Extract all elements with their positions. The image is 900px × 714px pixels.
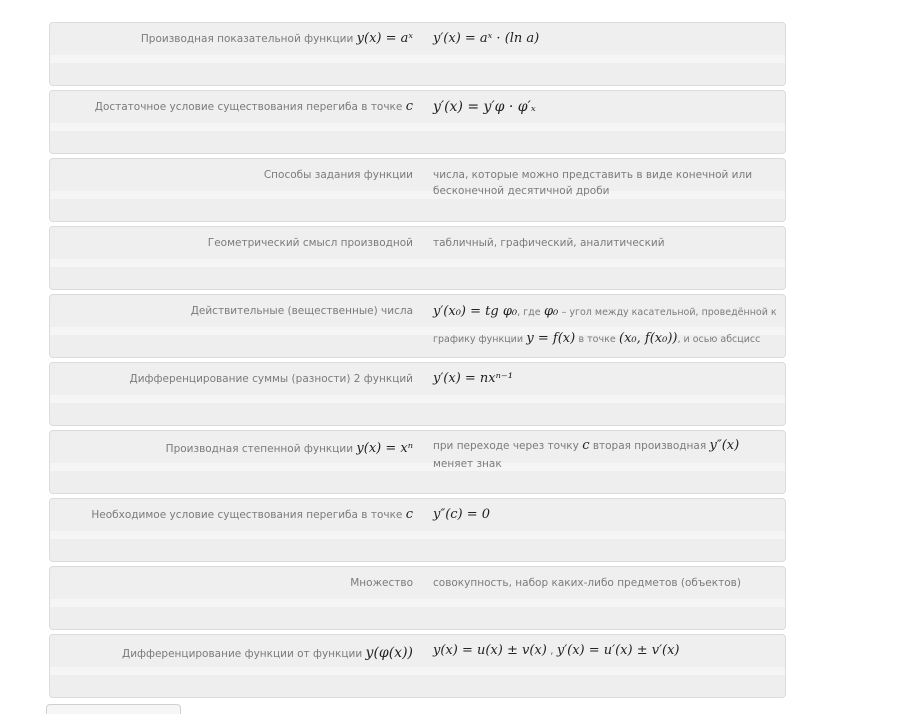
match-answer-10[interactable]	[433, 643, 778, 659]
answer-formula: y′(x) = aˣ · (ln a)	[433, 31, 540, 46]
match-prompt-10	[58, 645, 413, 662]
answer-formula: φ₀	[543, 304, 559, 319]
answer-formula: y′(x) = nxⁿ⁻¹	[433, 371, 513, 386]
answer-formula: y″(x)	[709, 438, 740, 453]
answer-text: табличный, графический, аналитический	[433, 237, 665, 249]
match-answer-8[interactable]	[433, 507, 778, 523]
matching-rows	[49, 22, 786, 702]
match-row-3[interactable]	[49, 158, 786, 222]
prompt-formula: c	[405, 507, 413, 522]
answer-formula: c	[582, 438, 590, 453]
prompt-text: Способы задания функции	[263, 169, 413, 181]
match-row-1[interactable]	[49, 22, 786, 86]
answer-text: меняет знак	[433, 458, 502, 470]
prompt-formula: y(x) = aˣ	[356, 31, 413, 46]
prompt-text: Достаточное условие существования перегиба в точке	[94, 101, 403, 113]
match-answer-7[interactable]	[433, 437, 778, 473]
answer-formula: y′(x) = u′(x) ± v′(x)	[556, 643, 680, 658]
answer-text: числа, которые можно представить в виде конечной или бесконечной десятичной дроби	[433, 169, 753, 197]
match-prompt-1	[58, 31, 413, 47]
match-row-2[interactable]	[49, 90, 786, 154]
prompt-formula: y(x) = xⁿ	[356, 441, 413, 456]
match-row-8[interactable]	[49, 498, 786, 562]
answer-text: – угол между касательной, проведённой к графику функции	[433, 307, 777, 345]
match-answer-9[interactable]	[433, 575, 778, 591]
match-prompt-2	[58, 99, 413, 115]
answer-text: , где	[517, 307, 541, 318]
match-prompt-7	[58, 441, 413, 457]
answer-formula: y′(x) = y′φ · φ′ₓ	[433, 99, 536, 115]
answer-formula: y″(c) = 0	[433, 507, 491, 522]
match-row-4[interactable]	[49, 226, 786, 290]
match-prompt-8	[58, 507, 413, 523]
prompt-text: Необходимое условие существования перегиба в точке	[91, 509, 403, 521]
match-prompt-3	[58, 167, 413, 183]
prompt-text: Действительные (вещественные) числа	[190, 305, 413, 317]
match-answer-5[interactable]	[433, 299, 778, 353]
match-answer-3[interactable]	[433, 167, 778, 199]
answer-text: при переходе через точку	[433, 440, 579, 452]
match-prompt-9	[58, 575, 413, 591]
prompt-formula: c	[405, 99, 413, 114]
answer-formula: y(x) = u(x) ± v(x)	[433, 643, 547, 658]
prompt-text: Множество	[350, 577, 413, 589]
prompt-text: Дифференцирование функции от функции	[121, 648, 363, 660]
answer-text: вторая производная	[592, 440, 707, 452]
answer-formula: y′(x₀) = tg φ₀	[433, 304, 518, 319]
match-answer-1[interactable]	[433, 31, 778, 47]
match-row-7[interactable]	[49, 430, 786, 494]
match-answer-2[interactable]	[433, 99, 778, 116]
match-row-10[interactable]	[49, 634, 786, 698]
answer-text: ,	[550, 645, 554, 657]
prompt-text: Производная показательной функции	[140, 33, 354, 45]
prompt-text: Геометрический смысл производной	[207, 237, 413, 249]
match-answer-4[interactable]	[433, 235, 778, 251]
match-row-5[interactable]	[49, 294, 786, 358]
match-prompt-6	[58, 371, 413, 387]
match-answer-6[interactable]	[433, 371, 778, 387]
match-prompt-5	[58, 303, 413, 319]
prompt-text: Дифференцирование суммы (разности) 2 функций	[129, 373, 413, 385]
answer-formula: y = f(x)	[526, 331, 576, 346]
answer-text: в точке	[578, 334, 616, 345]
prompt-formula: y(φ(x))	[365, 645, 413, 661]
answer-formula: (x₀, f(x₀))	[619, 331, 678, 346]
match-prompt-4	[58, 235, 413, 251]
prompt-text: Производная степенной функции	[165, 443, 354, 455]
answer-text: , и осью абсцисс	[677, 334, 761, 345]
match-row-9[interactable]	[49, 566, 786, 630]
submit-button[interactable]	[46, 704, 181, 714]
match-row-6[interactable]	[49, 362, 786, 426]
answer-text: совокупность, набор каких-либо предметов (объектов)	[433, 577, 741, 589]
